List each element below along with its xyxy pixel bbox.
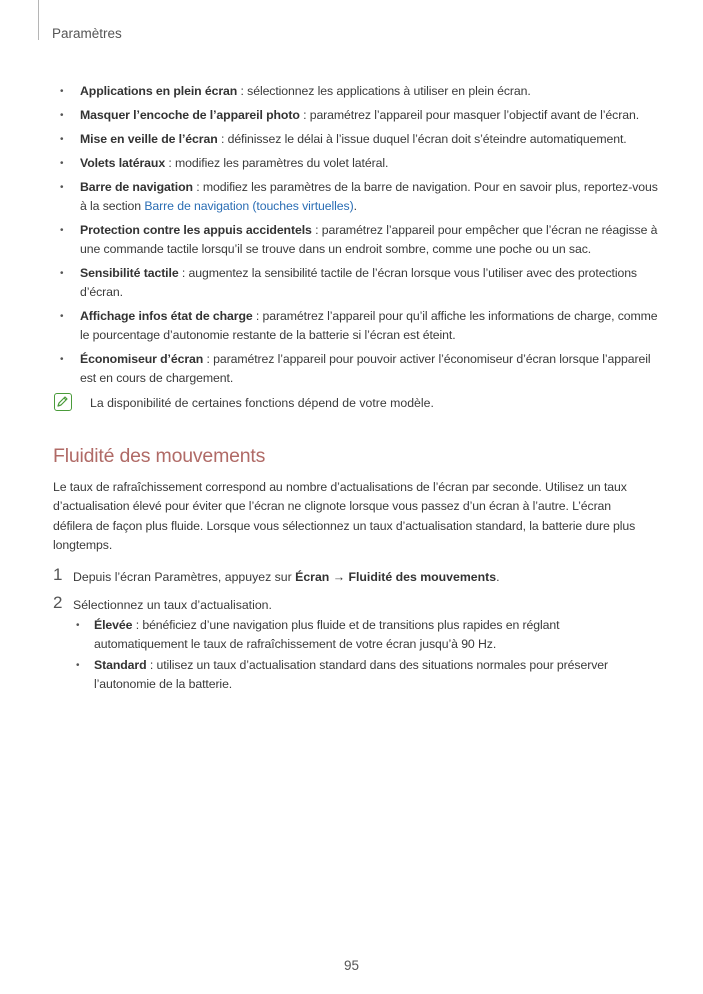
bullet-term: Sensibilité tactile <box>80 266 179 280</box>
bullet-text-end: . <box>353 199 357 213</box>
list-item <box>58 154 658 173</box>
step-number: 1 <box>53 565 63 584</box>
step-screen-term: Écran <box>295 570 330 584</box>
option-term: Élevée <box>94 618 133 632</box>
page-header: Paramètres <box>52 26 122 41</box>
list-item <box>58 106 658 125</box>
list-item <box>58 82 658 101</box>
list-item <box>76 616 646 654</box>
bullet-text: : paramétrez l’appareil pour empêcher que l’écran ne réagisse à une commande tactile lorsqu’il se trouve dans un endroit sombre, comme une poche ou un sac. <box>80 223 658 256</box>
bullet-dot: • <box>76 660 80 671</box>
section-title: Fluidité des mouvements <box>53 445 266 467</box>
list-item <box>58 178 658 216</box>
bullet-term: Mise en veille de l’écran <box>80 132 218 146</box>
bullet-term: Applications en plein écran <box>80 84 238 98</box>
option-text: : bénéficiez d’une navigation plus fluide et de transitions plus rapides en réglant automatiquement le taux de rafraîchissement de votre écran jusqu’à 90 Hz. <box>94 618 560 651</box>
note-text: La disponibilité de certaines fonctions dépend de votre modèle. <box>90 396 434 410</box>
bullet-term: Barre de navigation <box>80 180 193 194</box>
bullet-text: : paramétrez l’appareil pour pouvoir activer l’économiseur d’écran lorsque l’appareil est en cours de chargement. <box>80 352 651 385</box>
bullet-term: Volets latéraux <box>80 156 166 170</box>
refresh-rate-options <box>76 616 646 696</box>
list-item <box>58 307 658 345</box>
step-text: Sélectionnez un taux d’actualisation. <box>73 598 272 612</box>
list-item <box>58 350 658 388</box>
step-text-prefix: Depuis l’écran Paramètres, appuyez sur <box>73 570 296 584</box>
bullet-dot: • <box>60 158 64 169</box>
bullet-dot: • <box>76 620 80 631</box>
list-item <box>58 130 658 149</box>
list-item <box>58 221 658 259</box>
page-number: 95 <box>343 958 360 973</box>
step-text-suffix: . <box>496 570 500 584</box>
step-arrow: → <box>329 570 349 584</box>
bullet-dot: • <box>60 134 64 145</box>
bullet-term: Économiseur d’écran <box>80 352 204 366</box>
bullet-text: : sélectionnez les applications à utiliser en plein écran. <box>237 84 531 98</box>
bullet-text: : paramétrez l’appareil pour masquer l’objectif avant de l’écran. <box>299 108 640 122</box>
step-number: 2 <box>53 593 63 612</box>
bullet-dot: • <box>60 268 64 279</box>
bullet-text: : modifiez les paramètres de la barre de navigation. Pour en savoir plus, reportez-vous à la section <box>80 180 658 213</box>
bullet-dot: • <box>60 311 64 322</box>
bullet-text: : paramétrez l’appareil pour qu’il affiche les informations de charge, comme le pourcentage d’autonomie restante de la batterie si l’écran est éteint. <box>80 309 658 342</box>
bullet-dot: • <box>60 86 64 97</box>
step-fluidity-term: Fluidité des mouvements <box>348 570 497 584</box>
list-item <box>58 264 658 302</box>
header-rule <box>38 0 39 40</box>
pencil-note-icon <box>54 393 72 411</box>
bullet-text: : augmentez la sensibilité tactile de l’écran lorsque vous l’utiliser avec des protections d’écran. <box>80 266 637 299</box>
bullet-text: : modifiez les paramètres du volet latéral. <box>165 156 389 170</box>
settings-bullet-list <box>58 82 658 393</box>
bullet-dot: • <box>60 354 64 365</box>
bullet-dot: • <box>60 110 64 121</box>
bullet-dot: • <box>60 182 64 193</box>
list-item <box>76 656 646 694</box>
option-term: Standard <box>94 658 147 672</box>
option-text: : utilisez un taux d’actualisation standard dans des situations normales pour préserver l’autonomie de la batterie. <box>94 658 608 691</box>
navigation-bar-link[interactable]: Barre de navigation (touches virtuelles) <box>144 199 354 213</box>
bullet-term: Protection contre les appuis accidentels <box>80 223 312 237</box>
bullet-term: Masquer l’encoche de l’appareil photo <box>80 108 300 122</box>
step-text <box>73 568 499 587</box>
bullet-term: Affichage infos état de charge <box>80 309 253 323</box>
bullet-text: : définissez le délai à l’issue duquel l’écran doit s’éteindre automatiquement. <box>217 132 627 146</box>
section-paragraph: Le taux de rafraîchissement correspond au nombre d’actualisations de l’écran par seconde. Utilisez un taux d’actualisation élevé pour éviter que l’écran ne clignote lorsque vous passez d’un écran à l’autre. L’écran défilera de façon plus fluide. Lorsque vous sélectionnez un taux d’actualisation standard, la batterie dure plus longtemps. <box>53 480 636 552</box>
bullet-dot: • <box>60 225 64 236</box>
